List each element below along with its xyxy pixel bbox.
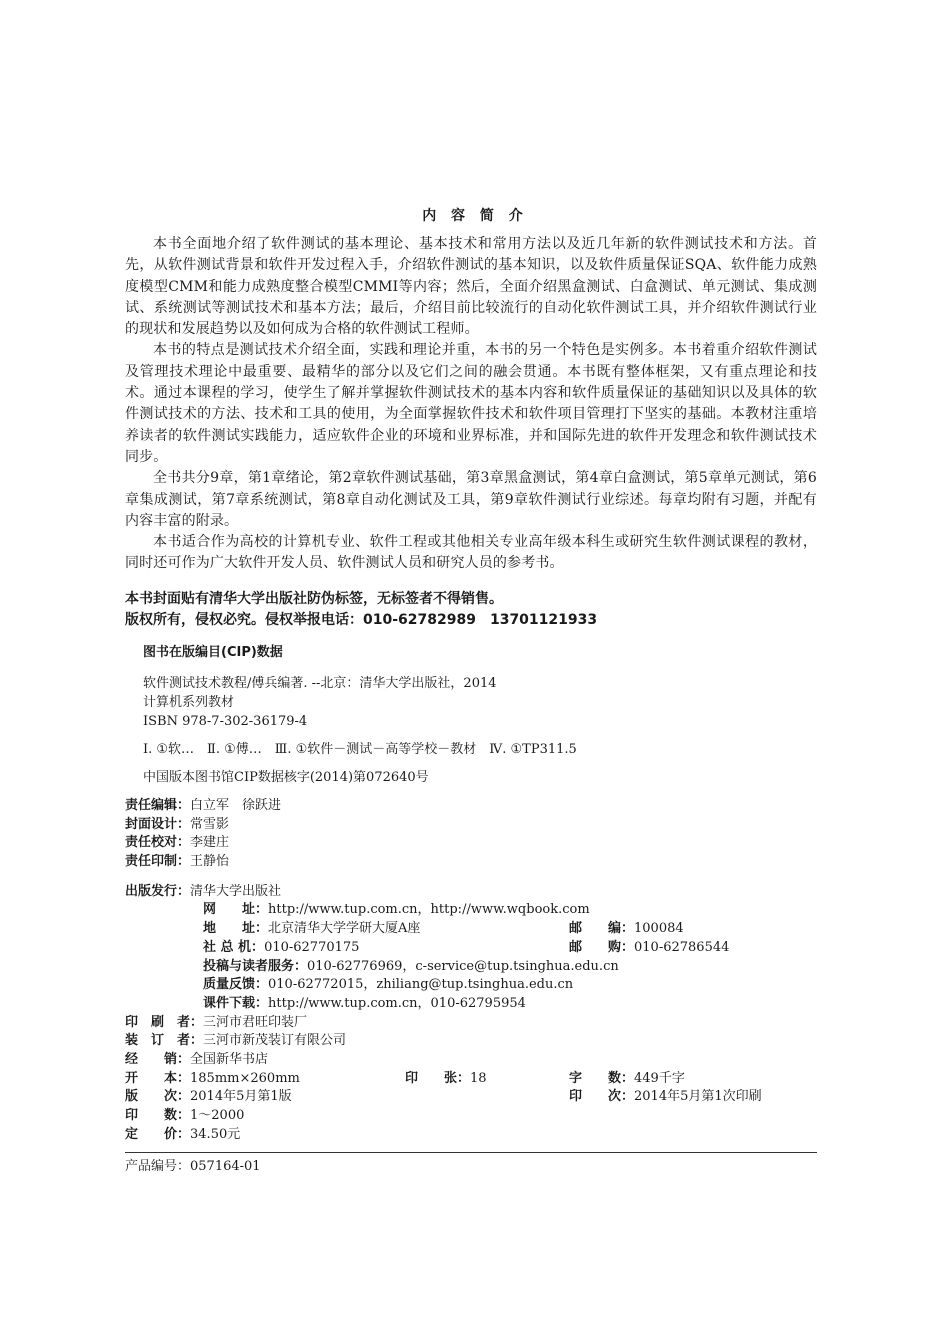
credit-row xyxy=(125,816,825,835)
credit-label: 责任编辑： xyxy=(125,798,191,813)
format-row xyxy=(125,1070,825,1089)
print-run-value: 1～2000 xyxy=(190,1108,245,1123)
price-label: 定 价： xyxy=(125,1126,191,1142)
publisher-name: 清华大学出版社 xyxy=(190,883,282,899)
publisher-row xyxy=(125,883,825,902)
credit-row xyxy=(125,797,825,816)
postcode-value: 100084 xyxy=(634,921,684,937)
switchboard-label: 社 总 机： xyxy=(203,939,265,955)
copyright-notice xyxy=(125,589,817,631)
web-value: http://www.tup.com.cn，http://www.wqbook.com xyxy=(268,902,590,918)
price-row xyxy=(125,1126,825,1145)
credit-value: 白立军 徐跃进 xyxy=(190,798,282,813)
price-value: 34.50元 xyxy=(190,1126,241,1142)
edition-row xyxy=(125,1088,825,1107)
publisher-service-row xyxy=(125,958,825,977)
intro-paragraph: 本书的特点是测试技术介绍全面，实践和理论并重，本书的另一个特色是实例多。本书着重介绍软件测试及管理技术理论中最重要、最精华的部分以及它们之间的融会贯通。本书既有整体框架，又有重点理论和技术。通过本课程的学习，使学生了解并掌握软件测试技术的基本内容和软件质量保证的基础知识以及具体的软件测试技术的方法、技术和工具的使用，为全面掌握软件技术和软件项目管理打下坚实的基础。本教材注重培养读者的软件测试实践能力，适应软件企业的环境和业界标准，并和国际先进的软件开发理念和软件测试技术同步。 xyxy=(125,342,817,465)
credit-row xyxy=(125,834,825,853)
word-count-label: 字 数： xyxy=(569,1070,635,1086)
intro-paragraph: 全书共分9章，第1章绪论，第2章软件测试基础，第3章黑盒测试，第4章白盒测试，第5章单元测试，第6章集成测试，第7章系统测试，第8章自动化测试及工具，第9章软件测试行业综述。每章均附有习题，并配有内容丰富的附录。 xyxy=(125,470,817,529)
postcode-label: 邮 编： xyxy=(569,921,635,937)
mail-order-value: 010-62786544 xyxy=(634,939,730,955)
sheets-label: 印 张： xyxy=(405,1070,471,1086)
distributor-value: 全国新华书店 xyxy=(190,1051,269,1067)
publisher-phone-row xyxy=(125,939,825,958)
product-code-value: 057164-01 xyxy=(190,1159,261,1174)
intro-section xyxy=(125,234,817,575)
publisher-address-row xyxy=(125,920,825,939)
publisher-courseware-row xyxy=(125,995,825,1014)
mail-order-label: 邮 购： xyxy=(569,939,635,955)
binder-value: 三河市新茂装订有限公司 xyxy=(203,1033,347,1049)
product-code xyxy=(125,1158,261,1176)
credit-value: 李建庄 xyxy=(190,835,230,851)
publisher-web-row xyxy=(125,901,825,920)
credit-label: 责任校对： xyxy=(125,835,191,851)
format-label: 开 本： xyxy=(125,1070,191,1086)
address-value: 北京清华大学学研大厦A座 xyxy=(268,921,421,937)
service-label: 投稿与读者服务： xyxy=(203,958,308,974)
cip-series-line: 计算机系列教材 xyxy=(143,695,235,710)
cip-heading: 图书在版编目(CIP)数据 xyxy=(143,645,283,660)
sheets-value: 18 xyxy=(470,1070,487,1086)
page-title: 内 容 简 介 xyxy=(422,208,528,224)
credit-value: 王静怡 xyxy=(190,854,230,870)
word-count-value: 449千字 xyxy=(634,1070,685,1086)
distributor-label: 经 销： xyxy=(125,1051,191,1067)
copyright-hotline: 版权所有，侵权必究。侵权举报电话：010-62782989 13701121933 xyxy=(125,612,598,628)
intro-paragraph: 本书全面地介绍了软件测试的基本理论、基本技术和常用方法以及近几年新的软件测试技术和方法。首先，从软件测试背景和软件开发过程入手，介绍软件测试的基本知识，以及软件质量保证SQA、软件能力成熟度模型CMM和能力成熟度整合模型CMMI等内容；然后，全面介绍黑盒测试、白盒测试、单元测试、集成测试、系统测试等测试技术和基本方法；最后，介绍目前比较流行的自动化软件测试工具，并介绍软件测试行业的现状和发展趋势以及如何成为合格的软件测试工程师。 xyxy=(125,236,817,338)
format-value: 185mm×260mm xyxy=(190,1070,300,1086)
printing-value: 2014年5月第1次印刷 xyxy=(634,1089,762,1105)
credit-label: 责任印制： xyxy=(125,854,191,870)
cip-record-line: 中国版本图书馆CIP数据核字(2014)第072640号 xyxy=(143,770,429,785)
intro-paragraph: 本书适合作为高校的计算机专业、软件工程或其他相关专业高年级本科生或研究生软件测试课程的教材，同时还可作为广大软件开发人员、软件测试人员和研究人员的参考书。 xyxy=(125,534,817,572)
courseware-value: http://www.tup.com.cn，010-62795954 xyxy=(268,995,526,1011)
printer-label: 印 刷 者： xyxy=(125,1014,204,1030)
edition-label: 版 次： xyxy=(125,1089,191,1105)
credits-block xyxy=(125,797,825,1144)
print-run-row xyxy=(125,1107,825,1126)
binder-row xyxy=(125,1032,825,1051)
cip-data-block xyxy=(143,641,823,787)
print-run-label: 印 数： xyxy=(125,1108,191,1123)
edition-value: 2014年5月第1版 xyxy=(190,1089,292,1105)
address-label: 地 址： xyxy=(203,921,269,937)
switchboard-value: 010-62770175 xyxy=(264,939,360,955)
feedback-value: 010-62772015，zhiliang@tup.tsinghua.edu.cn xyxy=(268,977,574,993)
publisher-label: 出版发行： xyxy=(125,883,191,899)
web-label: 网 址： xyxy=(203,902,269,918)
feedback-label: 质量反馈： xyxy=(203,977,269,993)
divider-line xyxy=(125,1152,817,1153)
anti-counterfeit-notice: 本书封面贴有清华大学出版社防伪标签，无标签者不得销售。 xyxy=(125,591,503,607)
service-value: 010-62776969，c-service@tup.tsinghua.edu.cn xyxy=(307,958,619,974)
printing-label: 印 次： xyxy=(569,1089,635,1105)
credit-row xyxy=(125,853,825,872)
binder-label: 装 订 者： xyxy=(125,1033,204,1049)
printer-value: 三河市君旺印装厂 xyxy=(203,1014,308,1030)
credit-value: 常雪影 xyxy=(190,816,230,832)
distributor-row xyxy=(125,1051,825,1070)
cip-isbn-line: ISBN 978-7-302-36179-4 xyxy=(143,714,308,729)
cip-classification-line: Ⅰ. ①软… Ⅱ. ①傅… Ⅲ. ①软件－测试－高等学校－教材 Ⅳ. ①TP311.5 xyxy=(143,742,577,757)
courseware-label: 课件下载： xyxy=(203,995,269,1011)
product-code-label: 产品编号： xyxy=(125,1159,191,1174)
printer-row xyxy=(125,1014,825,1033)
publisher-feedback-row xyxy=(125,976,825,995)
cip-title-line: 软件测试技术教程/傅兵编著. --北京：清华大学出版社，2014 xyxy=(143,676,497,691)
credit-label: 封面设计： xyxy=(125,816,191,832)
